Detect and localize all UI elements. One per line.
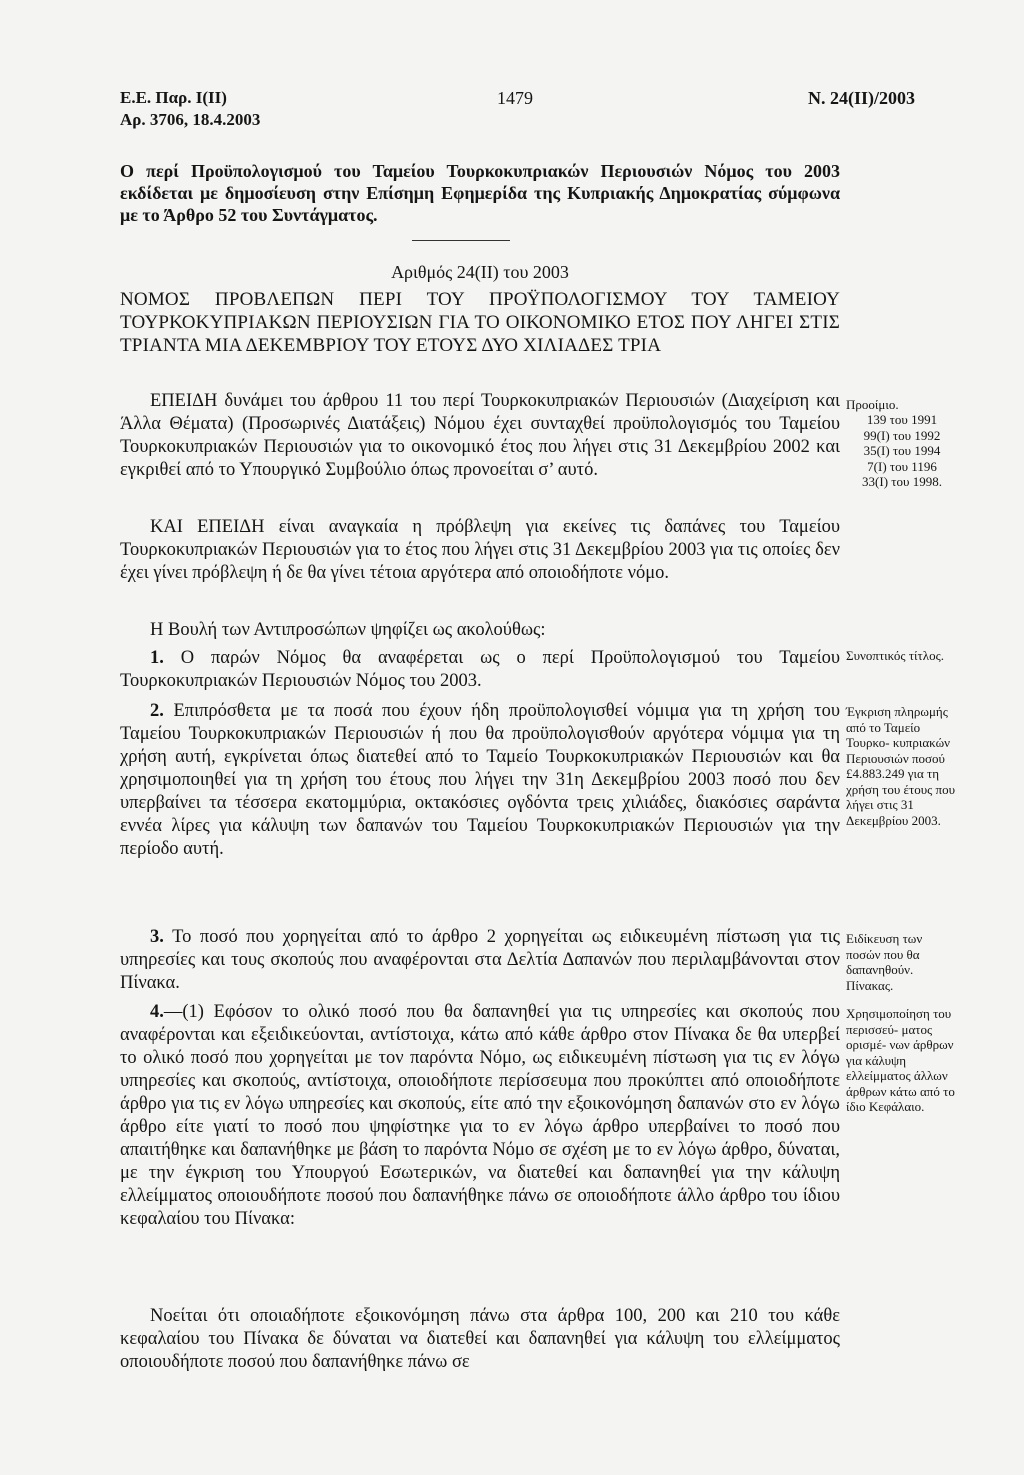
law-title: ΝΟΜΟΣ ΠΡΟΒΛΕΠΩΝ ΠΕΡΙ ΤΟΥ ΠΡΟΫΠΟΛΟΓΙΣΜΟΥ ΤΟΥ ΤΑΜΕΙΟΥ ΤΟΥΡΚΟΚΥΠΡΙΑΚΩΝ ΠΕΡΙΟΥΣΙΩΝ ΓΙΑ ΤΟ ΟΙΚΟΝΟΜΙΚΟ ΕΤΟΣ ΠΟΥ ΛΗΓΕΙ ΣΤΙΣ ΤΡΙΑΝΤΑ ΜΙΑ ΔΕΚΕΜΒΡΙΟΥ ΤΟΥ ΕΤΟΥΣ ΔΥΟ ΧΙΛΙΑΔΕΣ ΤΡΙΑ	[120, 289, 840, 356]
margin-note-specification: Ειδίκευση των ποσών που θα δαπανηθούν. Πίνακας.	[846, 931, 923, 993]
preamble-whereas-1	[120, 390, 840, 482]
section-text: Το ποσό που χορηγείται από το άρθρο 2 χορηγείται ως ειδικευμένη πίστωση για τις υπηρεσίες και τους σκοπούς που αναφέρονται στα Δελτία Δαπανών που περιλαμβάνονται στον Πίνακα.	[120, 927, 840, 993]
proviso	[120, 1305, 840, 1374]
section-1	[120, 647, 840, 693]
preamble-text: ΚΑΙ ΕΠΕΙΔΗ είναι αναγκαία η πρόβλεψη για εκείνες τις δαπάνες του Ταμείου Τουρκοκυπριακών Περιουσιών για το έτος που λήγει στις 31 Δεκεμβρίου 2003 για τις οποίες δεν έχει γίνει πρόβλεψη ή δε θα γίνει τέτοια αργότερα από οποιοδήποτε νόμο.	[120, 517, 840, 583]
section-number: 1.	[150, 648, 164, 668]
section-2	[120, 700, 840, 861]
margin-note-surplus: Χρησιμοποίηση του περισσεύ- ματος ορισμέ- νων άρθρων για κάλυψη ελλείμματος άλλων άρθρων κάτω από το ίδιο Κεφάλαιο.	[846, 1006, 955, 1114]
section-text: Επιπρόσθετα με τα ποσά που έχουν ήδη προϋπολογισθεί νόμιμα για τη χρήση του Ταμείου Τουρκοκυπριακών Περιουσιών ή που θα προϋπολογισθούν αργότερα νόμιμα για τη χρήση αυτή, εγκρίνεται όπως διατεθεί από το Ταμείο Τουρκοκυπριακών Περιουσιών και θα χρησιμοποιηθεί για τη χρήση του έτους που λήγει την 31η Δεκεμβρίου 2003 ποσό που δεν υπερβαίνει τα τέσσερα εκατομμύρια, οκτακόσιες ογδόντα τρεις χιλιάδες, διακόσιες σαράντα εννέα λίρες για κάλυψη των δαπανών του Ταμείου Τουρκοκυπριακών Περιουσιών για την περίοδο αυτή.	[120, 701, 840, 859]
enacting-text: Η Βουλή των Αντιπροσώπων ψηφίζει ως ακολούθως:	[150, 620, 546, 640]
proviso-text: Νοείται ότι οποιαδήποτε εξοικονόμηση πάνω στα άρθρα 100, 200 και 210 του κάθε κεφαλαίου του Πίνακα δε δύναται να διατεθεί και δαπανηθεί για κάλυψη του ελλείμματος οποιουδήποτε ποσού που δαπανήθηκε πάνω σε	[120, 1306, 840, 1372]
reference-line: 99(Ι) του 1992	[863, 427, 941, 443]
reference-line: 35(Ι) του 1994	[863, 443, 941, 458]
margin-note-approval: Έγκριση πληρωμής από το Ταμείο Τουρκο- κυπριακών Περιουσιών ποσού £4.883.249 για τη χρήση του έτους που λήγει στις 31 Δεκεμβρίου 2003.	[846, 704, 956, 828]
section-4	[120, 1001, 840, 1231]
preamble-text: ΕΠΕΙΔΗ δυνάμει του άρθρου 11 του περί Τουρκοκυπριακών Περιουσιών (Διαχείριση και Άλλα Θέματα) (Προσωρινές Διατάξεις) Νόμου έχει συνταχθεί προϋπολογισμός του Ταμείου Τουρκοκυπριακών Περιουσιών για το οικονομικό έτος που λήγει στις 31 Δεκεμβρίου 2002 και εγκριθεί από το Υπουργικό Συμβούλιο όπως προνοείται σ’ αυτό.	[120, 391, 840, 480]
gazette-issue: Ε.Ε. Παρ. Ι(ΙΙ)	[120, 88, 227, 107]
publication-statement: Ο περί Προϋπολογισμού του Ταμείου Τουρκοκυπριακών Περιουσιών Νόμος του 2003 εκδίδεται με δημοσίευση στην Επίσημη Εφημερίδα της Κυπριακής Δημοκρατίας σύμφωνα με το Άρθρο 52 του Συντάγματος.	[120, 161, 840, 225]
enacting-clause	[120, 619, 840, 642]
preamble-whereas-2	[120, 516, 840, 585]
divider	[412, 240, 510, 241]
section-3	[120, 926, 840, 995]
section-text: —(1) Εφόσον το ολικό ποσό που θα δαπανηθεί για τις υπηρεσίες και σκοπούς που αναφέρονται και εξειδικεύονται, αντίστοιχα, κάτω από κάθε άρθρο στον Πίνακα δε θα υπερβεί το ολικό ποσό που χορηγείται με τον παρόντα Νόμο, ως ειδικευμένη πίστωση για τις εν λόγω υπηρεσίες και σκοπούς, αντίστοιχα, οποιοδήποτε περίσσευμα που προκύπτει από οποιοδήποτε άρθρο για τις εν λόγω υπηρεσίες και σκοπούς, είτε από την εξοικονόμηση δαπανών στο εν λόγω άρθρο είτε γιατί το ποσό που ψηφίστηκε για το εν λόγω άρθρο υπερβαίνει το ποσό που απαιτήθηκε και δαπανήθηκε με βάση το παρόντα Νόμο σε σχέση με το εν λόγω άρθρο, δύναται, με την έγκριση του Υπουργού Εσωτερικών, να διατεθεί και δαπανηθεί για την κάλυψη ελλείμματος οποιουδήποτε ποσού που δαπανήθηκε πάνω σε οποιοδήποτε άλλο άρθρο του ίδιου κεφαλαίου του Πίνακα:	[120, 1002, 840, 1229]
margin-note-preamble: Προοίμιο.	[846, 397, 899, 412]
law-number: Αριθμός 24(ΙΙ) του 2003	[391, 262, 569, 282]
section-number: 3.	[150, 927, 164, 947]
section-text: Ο παρών Νόμος θα αναφέρεται ως ο περί Προϋπολογισμού του Ταμείου Τουρκοκυπριακών Περιουσιών Νόμος του 2003.	[120, 648, 841, 691]
section-number: 4.	[150, 1002, 164, 1022]
law-reference: Ν. 24(ΙΙ)/2003	[808, 88, 915, 108]
margin-note-short-title: Συνοπτικός τίτλος.	[846, 648, 944, 663]
page-number: 1479	[497, 88, 533, 108]
reference-line: 7(Ι) του 1196	[867, 458, 937, 474]
gazette-number-date: Αρ. 3706, 18.4.2003	[120, 110, 261, 129]
reference-line: 33(Ι) του 1998.	[862, 474, 942, 489]
reference-line: 139 του 1991	[866, 412, 938, 427]
margin-note-references	[846, 412, 958, 490]
section-number: 2.	[150, 701, 164, 721]
